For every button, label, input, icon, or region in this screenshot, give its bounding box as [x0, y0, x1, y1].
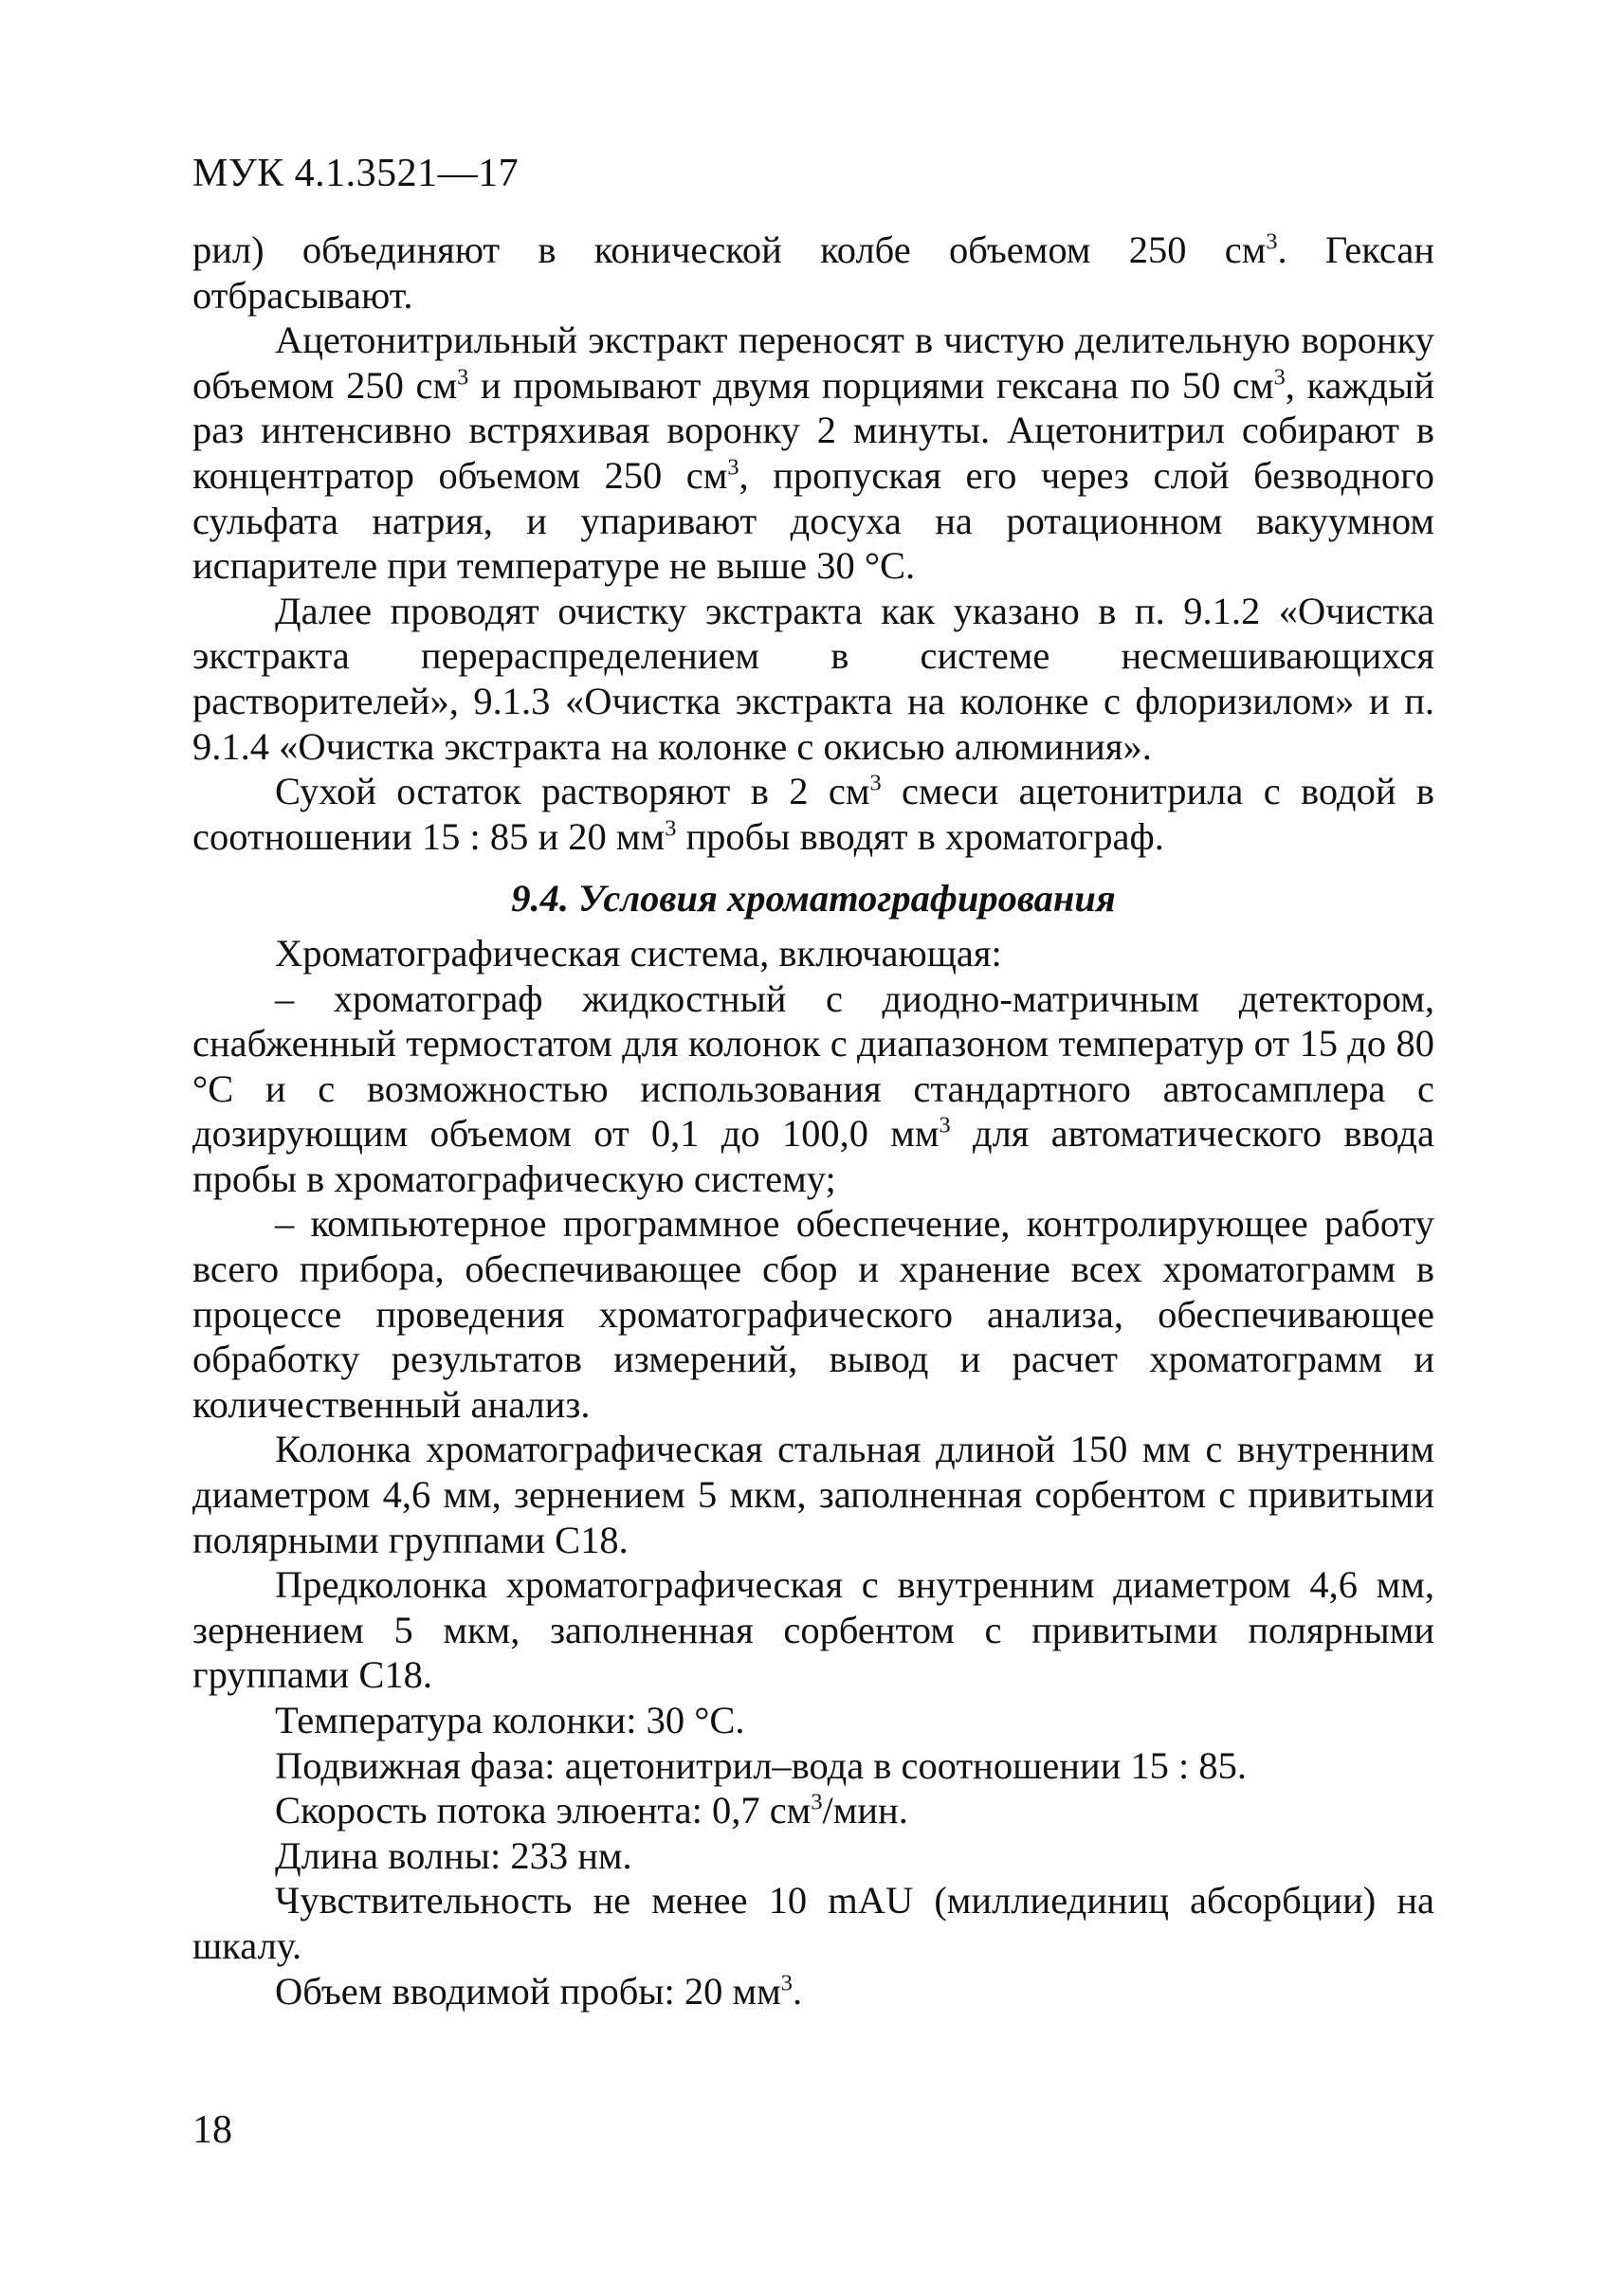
superscript: 3	[727, 454, 739, 481]
body-text	[192, 228, 1434, 2014]
text-segment: рил) объединяют в конической колбе объемом 250 см	[192, 228, 1267, 271]
superscript: 3	[939, 1112, 951, 1139]
text-segment: . Гексан отбрасывают.	[192, 228, 1434, 317]
superscript: 3	[1266, 228, 1278, 255]
paragraph-precolumn: Предколонка хроматографическая с внутренним диаметром 4,6 мм, зернением 5 мкм, заполненная сорбентом с привитыми полярными группами С18.	[192, 1563, 1434, 1697]
superscript: 3	[457, 364, 469, 391]
paragraph-column: Колонка хроматографическая стальная длиной 150 мм с внутренним диаметром 4,6 мм, зернением 5 мкм, заполненная сорбентом с привитыми полярными группами С18.	[192, 1428, 1434, 1561]
paragraph-sensitivity: Чувствительность не менее 10 mAU (миллиединиц абсорбции) на шкалу.	[192, 1879, 1434, 1967]
text-segment: , каждый раз интенсивно встряхивая воронку 2 минуты. Ацетонитрил собирают в концентратор объемом 250 см	[192, 363, 1434, 497]
paragraph-mobile-phase: Подвижная фаза: ацетонитрил–вода в соотношении 15 : 85.	[275, 1743, 1248, 1787]
document-code-header: МУК 4.1.3521—17	[192, 152, 520, 195]
superscript: 3	[811, 1789, 823, 1815]
superscript: 3	[780, 1970, 793, 1996]
superscript: 3	[1273, 364, 1286, 391]
paragraph-cleanup-reference: Далее проводят очистку экстракта как указано в п. 9.1.2 «Очистка экстракта перераспределением в системе несмешивающихся растворителей», 9.1.3 «Очистка экстракта на колонке с флоризилом» и п. 9.1.4 «Очистка экстракта на колонке с окисью алюминия».	[192, 589, 1434, 768]
text-segment: и промывают двумя порциями гексана по 50 см	[468, 363, 1274, 407]
paragraph-continuation	[192, 228, 1434, 318]
paragraph-injection-volume	[192, 1969, 1434, 2014]
text-segment: Объем вводимой пробы: 20 мм	[275, 1969, 781, 2013]
text-segment: , пропуская его через слой безводного сульфата натрия, и упаривают досуха на ротационном вакуумном испарителе при температуре не выше 30 °С.	[192, 453, 1434, 588]
paragraph-flow-rate	[192, 1788, 1434, 1833]
text-segment: Скорость потока элюента: 0,7 см	[275, 1789, 812, 1832]
text-segment: для автоматического ввода пробы в хроматографическую систему;	[192, 1112, 1434, 1200]
text-segment: Ацетонитрильный экстракт переносят в чистую делительную воронку объемом 250 см	[192, 319, 1434, 407]
text-segment: пробы вводят в хроматограф.	[676, 814, 1164, 858]
list-item-chromatograph	[192, 976, 1434, 1202]
text-segment: .	[792, 1969, 803, 2013]
text-segment: Сухой остаток растворяют в 2 см	[275, 770, 870, 813]
paragraph-dry-residue	[192, 769, 1434, 859]
text-segment: /мин.	[822, 1789, 908, 1832]
paragraph-extract-washing	[192, 318, 1434, 589]
section-heading: 9.4. Условия хроматографирования	[511, 877, 1116, 920]
paragraph-wavelength: Длина волны: 233 нм.	[275, 1833, 632, 1877]
page-number: 18	[192, 2108, 232, 2152]
paragraph-column-temperature: Температура колонки: 30 °С.	[275, 1699, 745, 1741]
text-segment: – хроматограф жидкостный с диодно-матричным детектором, снабженный термостатом для колонок с диапазоном температур от 15 до 80 °С и с возможностью использования стандартного автосамплера с дозирующим объемом от 0,1 до 100,0 мм	[192, 976, 1434, 1156]
text-segment: смеси ацетонитрила с водой в соотношении 15 : 85 и 20 мм	[192, 770, 1434, 858]
superscript: 3	[665, 815, 677, 842]
list-item-software: – компьютерное программное обеспечение, контролирующее работу всего прибора, обеспечивающее сбор и хранение всех хроматограмм в процессе проведения хроматографического анализа, обеспечивающее обработку результатов измерений, вывод и расчет хроматограмм и количественный анализ.	[192, 1202, 1434, 1426]
paragraph-system-intro: Хроматографическая система, включающая:	[275, 931, 1002, 975]
superscript: 3	[869, 770, 882, 796]
